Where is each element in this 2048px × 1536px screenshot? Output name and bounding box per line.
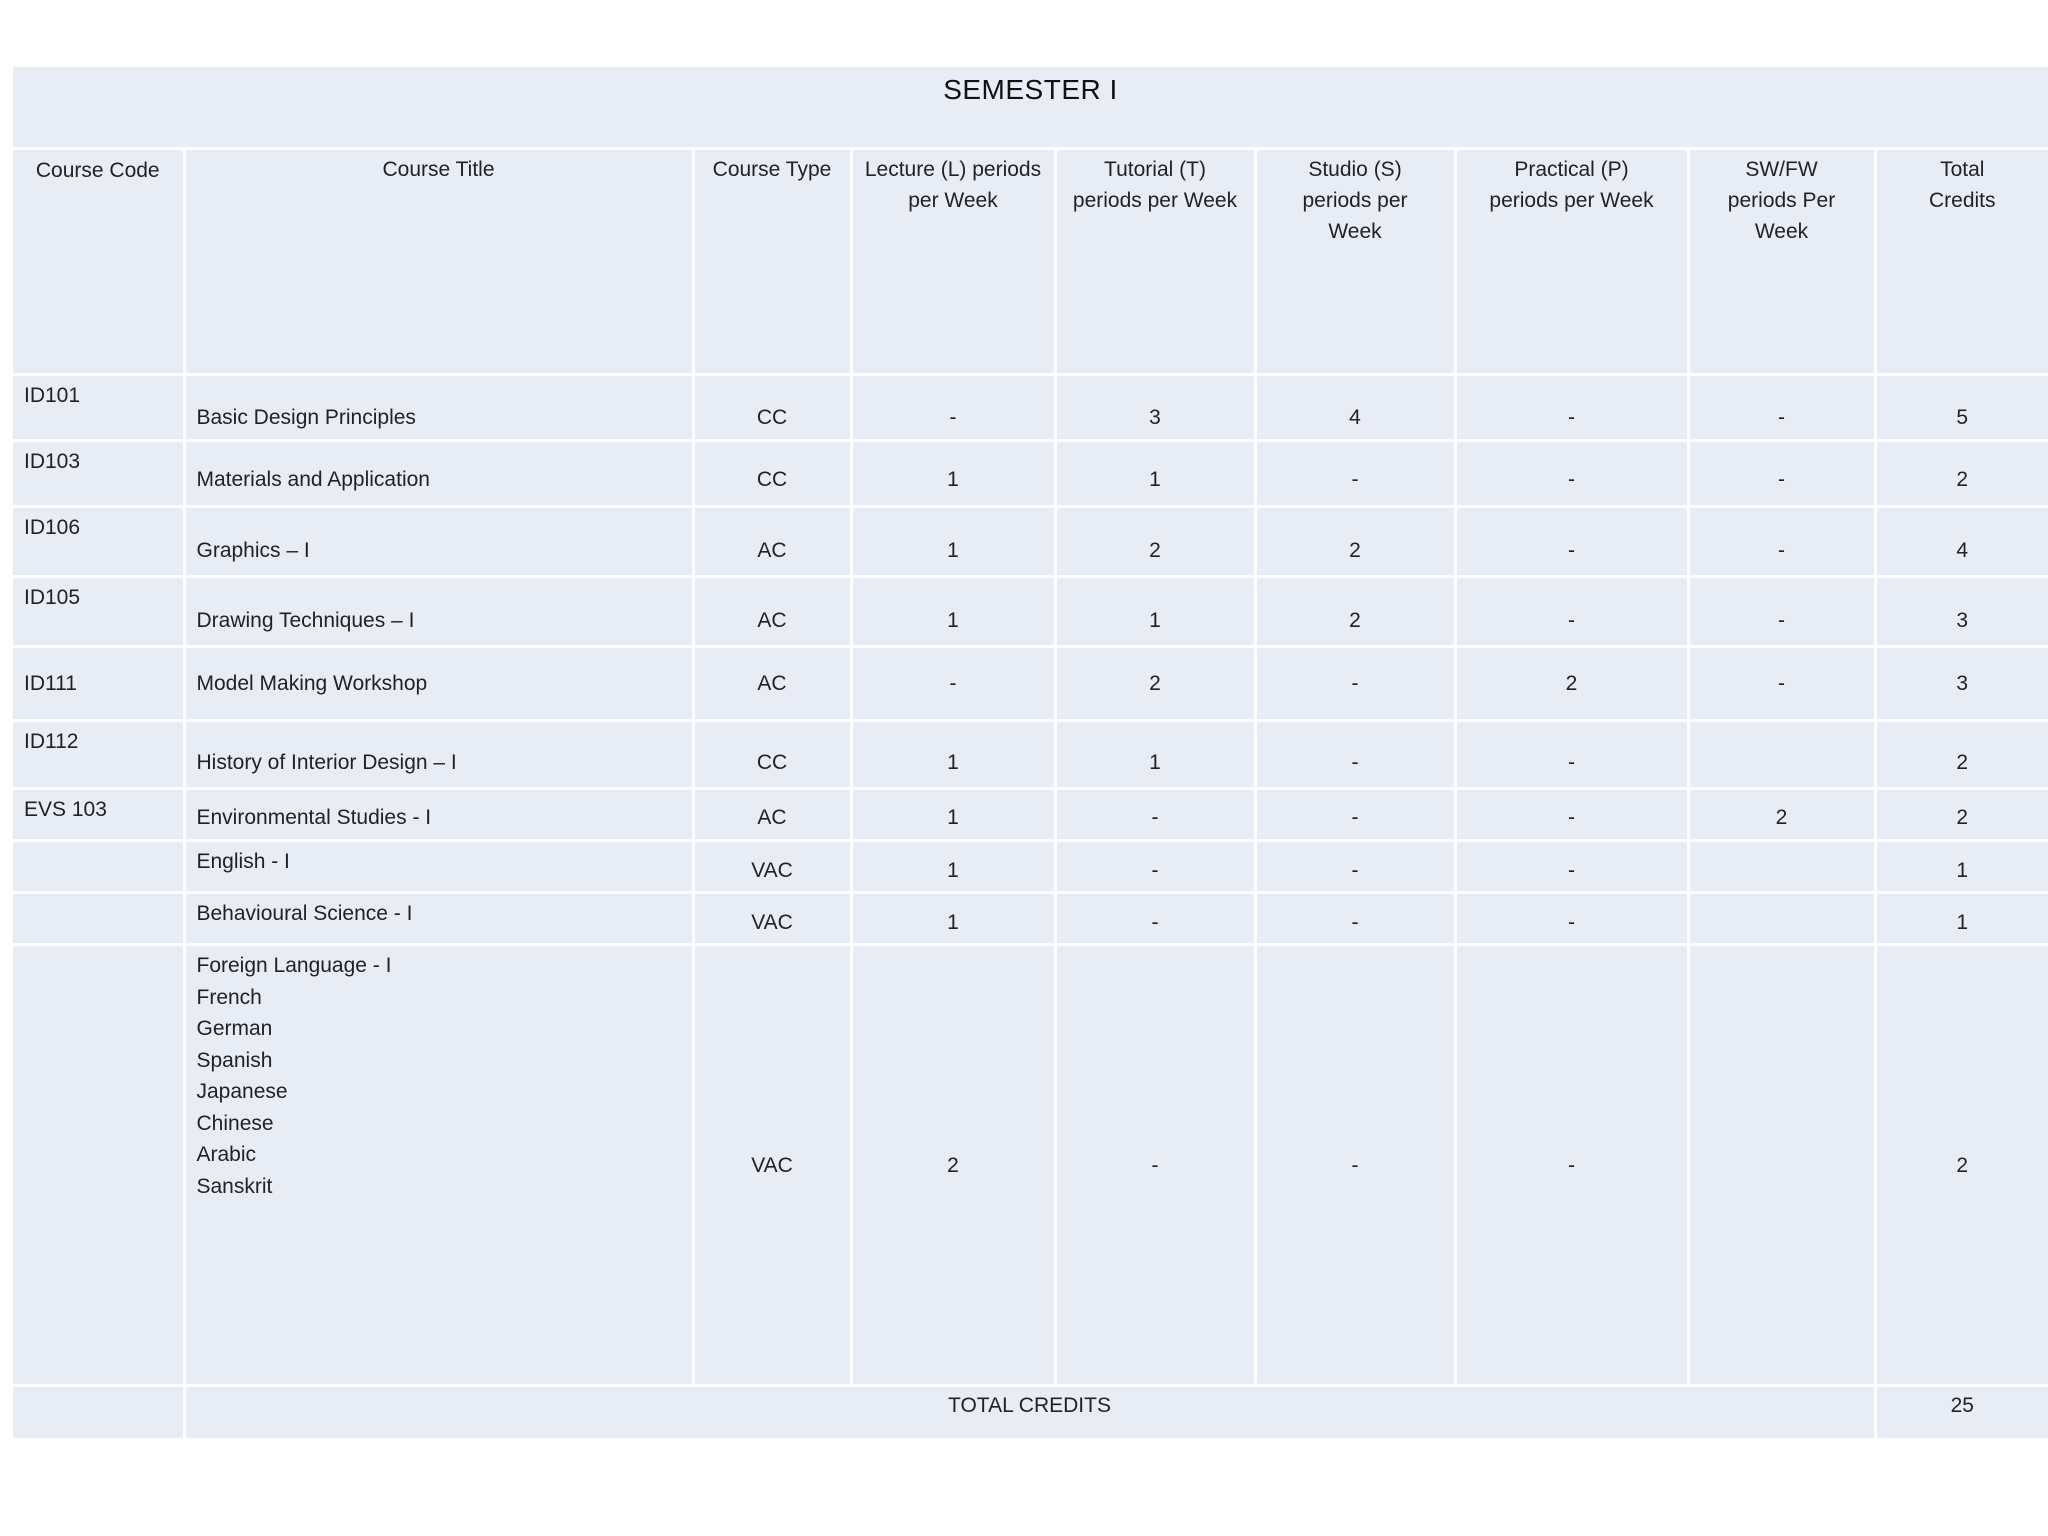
- tutorial-periods: -: [1055, 893, 1255, 945]
- course-code: EVS 103: [13, 789, 184, 841]
- course-code: ID101: [13, 375, 184, 441]
- total-credits: 2: [1875, 441, 2048, 507]
- header-row: [13, 150, 2048, 375]
- course-type: VAC: [693, 945, 851, 1386]
- total-credits: 2: [1875, 789, 2048, 841]
- studio-periods: -: [1255, 441, 1455, 507]
- total-credits-value: 25: [1950, 1394, 1974, 1417]
- course-title: Graphics – I: [184, 507, 693, 577]
- lecture-periods: -: [851, 375, 1055, 441]
- course-type: VAC: [693, 893, 851, 945]
- course-type: AC: [693, 577, 851, 647]
- course-title: Model Making Workshop: [184, 647, 693, 721]
- lecture-periods: 1: [851, 441, 1055, 507]
- course-code: ID112: [13, 721, 184, 789]
- studio-periods: -: [1255, 647, 1455, 721]
- course-title: Basic Design Principles: [184, 375, 693, 441]
- studio-periods: 2: [1255, 507, 1455, 577]
- language-heading: Foreign Language - I: [196, 954, 392, 977]
- practical-periods: -: [1455, 789, 1688, 841]
- course-title: English - I: [184, 841, 693, 893]
- course-title: Environmental Studies - I: [184, 789, 693, 841]
- course-code: ID105: [13, 577, 184, 647]
- header-studio: Studio (S) periods per Week: [1255, 150, 1455, 375]
- course-code: ID111: [13, 647, 184, 721]
- swfw-periods: -: [1688, 577, 1875, 647]
- course-code: [13, 893, 184, 945]
- course-title: Drawing Techniques – I: [184, 577, 693, 647]
- swfw-periods: -: [1688, 375, 1875, 441]
- studio-periods: -: [1255, 789, 1455, 841]
- header-lecture: Lecture (L) periods per Week: [851, 150, 1055, 375]
- swfw-periods: -: [1688, 507, 1875, 577]
- semester-table-sheet: [13, 67, 2048, 1438]
- lecture-periods: 1: [851, 841, 1055, 893]
- course-type: CC: [693, 721, 851, 789]
- language-option: Chinese: [196, 1111, 274, 1135]
- course-type: VAC: [693, 841, 851, 893]
- studio-periods: -: [1255, 945, 1455, 1386]
- course-title: Materials and Application: [184, 441, 693, 507]
- course-code: [13, 841, 184, 893]
- header-swfw: SW/FW periods Per Week: [1688, 150, 1875, 375]
- table-row: [13, 647, 2048, 721]
- total-credits: 2: [1875, 945, 2048, 1386]
- practical-periods: -: [1455, 893, 1688, 945]
- course-type: AC: [693, 789, 851, 841]
- total-credits: 3: [1875, 647, 2048, 721]
- lecture-periods: 1: [851, 721, 1055, 789]
- practical-periods: -: [1455, 577, 1688, 647]
- semester-title-row: [13, 67, 2048, 150]
- practical-periods: 2: [1455, 647, 1688, 721]
- practical-periods: -: [1455, 841, 1688, 893]
- tutorial-periods: -: [1055, 789, 1255, 841]
- course-code: ID106: [13, 507, 184, 577]
- course-type: AC: [693, 507, 851, 577]
- total-credits: 4: [1875, 507, 2048, 577]
- semester-title: SEMESTER I: [943, 74, 1118, 105]
- table-row: [13, 789, 2048, 841]
- total-credits: 2: [1875, 721, 2048, 789]
- tutorial-periods: -: [1055, 841, 1255, 893]
- table-row: [13, 577, 2048, 647]
- language-option: Arabic: [196, 1143, 257, 1166]
- swfw-periods: -: [1688, 441, 1875, 507]
- swfw-periods: [1688, 945, 1875, 1386]
- studio-periods: 4: [1255, 375, 1455, 441]
- studio-periods: -: [1255, 721, 1455, 789]
- tutorial-periods: 1: [1055, 721, 1255, 789]
- language-option: Japanese: [196, 1080, 288, 1103]
- course-type: AC: [693, 647, 851, 721]
- table-row: [13, 893, 2048, 945]
- lecture-periods: 2: [851, 945, 1055, 1386]
- practical-periods: -: [1455, 375, 1688, 441]
- lecture-periods: 1: [851, 577, 1055, 647]
- studio-periods: -: [1255, 841, 1455, 893]
- header-course-type: Course Type: [693, 150, 851, 375]
- lecture-periods: -: [851, 647, 1055, 721]
- table-row: [13, 375, 2048, 441]
- total-credits: 1: [1875, 893, 2048, 945]
- lecture-periods: 1: [851, 893, 1055, 945]
- lecture-periods: 1: [851, 789, 1055, 841]
- course-type: CC: [693, 441, 851, 507]
- swfw-periods: 2: [1688, 789, 1875, 841]
- swfw-periods: [1688, 841, 1875, 893]
- course-code: ID103: [13, 441, 184, 507]
- swfw-periods: [1688, 721, 1875, 789]
- total-credits: 1: [1875, 841, 2048, 893]
- table-row-foreign-language: [13, 945, 2048, 1386]
- practical-periods: -: [1455, 441, 1688, 507]
- language-option: French: [196, 985, 262, 1009]
- course-title: Behavioural Science - I: [184, 893, 693, 945]
- tutorial-periods: 2: [1055, 507, 1255, 577]
- course-table: [13, 150, 2048, 1438]
- foreign-language-options: [184, 945, 693, 1386]
- tutorial-periods: 1: [1055, 577, 1255, 647]
- header-course-title: Course Title: [184, 150, 693, 375]
- total-credits: 5: [1875, 375, 2048, 441]
- table-row: [13, 441, 2048, 507]
- table-row: [13, 841, 2048, 893]
- lecture-periods: 1: [851, 507, 1055, 577]
- total-credits: 3: [1875, 577, 2048, 647]
- language-option: Spanish: [196, 1048, 273, 1072]
- language-option: German: [196, 1017, 273, 1040]
- total-credits-label: TOTAL CREDITS: [184, 1386, 1875, 1438]
- tutorial-periods: 1: [1055, 441, 1255, 507]
- table-row: [13, 721, 2048, 789]
- header-tutorial: Tutorial (T) periods per Week: [1055, 150, 1255, 375]
- practical-periods: -: [1455, 507, 1688, 577]
- studio-periods: 2: [1255, 577, 1455, 647]
- header-practical: Practical (P) periods per Week: [1455, 150, 1688, 375]
- tutorial-periods: 2: [1055, 647, 1255, 721]
- practical-periods: -: [1455, 945, 1688, 1386]
- header-course-code: Course Code: [13, 150, 184, 375]
- practical-periods: -: [1455, 721, 1688, 789]
- studio-periods: -: [1255, 893, 1455, 945]
- header-total-credits: Total Credits: [1875, 150, 2048, 375]
- swfw-periods: -: [1688, 647, 1875, 721]
- swfw-periods: [1688, 893, 1875, 945]
- course-code: [13, 945, 184, 1386]
- tutorial-periods: -: [1055, 945, 1255, 1386]
- total-row-spacer: [13, 1386, 184, 1438]
- total-credits-row: [13, 1386, 2048, 1438]
- tutorial-periods: 3: [1055, 375, 1255, 441]
- language-option: Sanskrit: [196, 1174, 273, 1198]
- course-title: History of Interior Design – I: [184, 721, 693, 789]
- course-type: CC: [693, 375, 851, 441]
- table-row: [13, 507, 2048, 577]
